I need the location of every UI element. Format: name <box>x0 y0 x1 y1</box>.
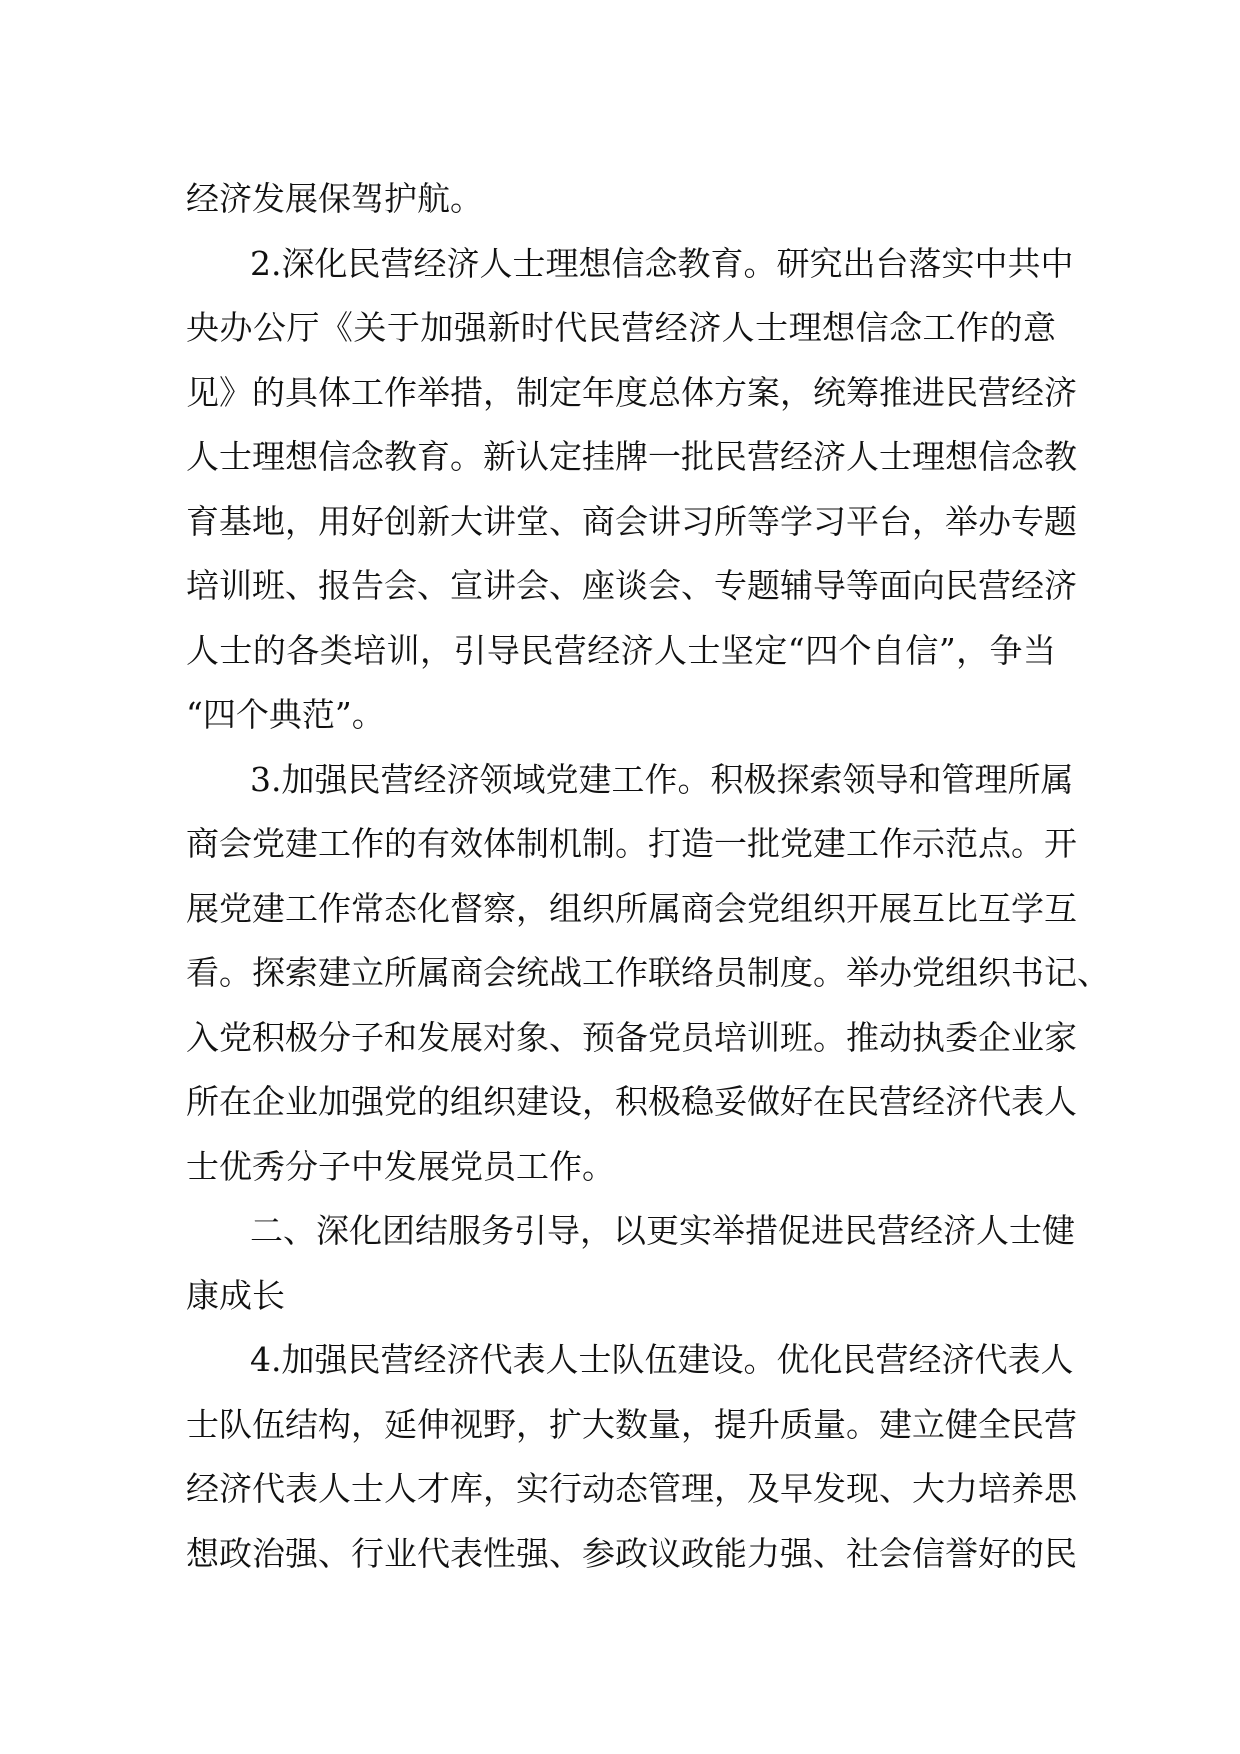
text-line: 康成长 <box>186 1275 285 1315</box>
text-line: 士优秀分子中发展党员工作。 <box>186 1146 615 1186</box>
text-line: 展党建工作常态化督察，组织所属商会党组织开展互比互学互 <box>186 888 1077 928</box>
text-line: 经济代表人士人才库，实行动态管理，及早发现、大力培养思 <box>186 1469 1077 1508</box>
text-line: 央办公厅《关于加强新时代民营经济人士理想信念工作的意 <box>186 308 1056 347</box>
text-line: 想政治强、行业代表性强、参政议政能力强、社会信誉好的民 <box>186 1533 1077 1573</box>
text-line: 商会党建工作的有效体制机制。打造一批党建工作示范点。开 <box>186 824 1077 863</box>
text-line: 士队伍结构，延伸视野，扩大数量，提升质量。建立健全民营 <box>186 1404 1077 1444</box>
text-line: 育基地，用好创新大讲堂、商会讲习所等学习平台，举办专题 <box>186 501 1077 541</box>
text-line: 二、深化团结服务引导，以更实举措促进民营经济人士健 <box>250 1211 1075 1250</box>
text-line: 入党积极分子和发展对象、预备党员培训班。推动执委企业家 <box>186 1017 1077 1057</box>
text-line: 见》的具体工作举措，制定年度总体方案，统筹推进民营经济 <box>186 372 1077 412</box>
text-line: 人士的各类培训，引导民营经济人士坚定“四个自信”，争当 <box>186 630 1056 670</box>
text-line: 人士理想信念教育。新认定挂牌一批民营经济人士理想信念教 <box>186 437 1077 476</box>
document-body <box>186 167 1110 1586</box>
text-line: 经济发展保驾护航。 <box>186 179 483 218</box>
text-line: “四个典范”。 <box>186 695 385 734</box>
text-line: 所在企业加强党的组织建设，积极稳妥做好在民营经济代表人 <box>186 1082 1077 1121</box>
text-line: 4.加强民营经济代表人士队伍建设。优化民营经济代表人 <box>250 1340 1074 1379</box>
text-line: 培训班、报告会、宣讲会、座谈会、专题辅导等面向民营经济 <box>186 566 1077 605</box>
text-line: 2.深化民营经济人士理想信念教育。研究出台落实中共中 <box>250 243 1074 283</box>
text-line: 3.加强民营经济领域党建工作。积极探索领导和管理所属 <box>250 759 1074 799</box>
text-line: 看。探索建立所属商会统战工作联络员制度。举办党组织书记、 <box>186 953 1110 992</box>
